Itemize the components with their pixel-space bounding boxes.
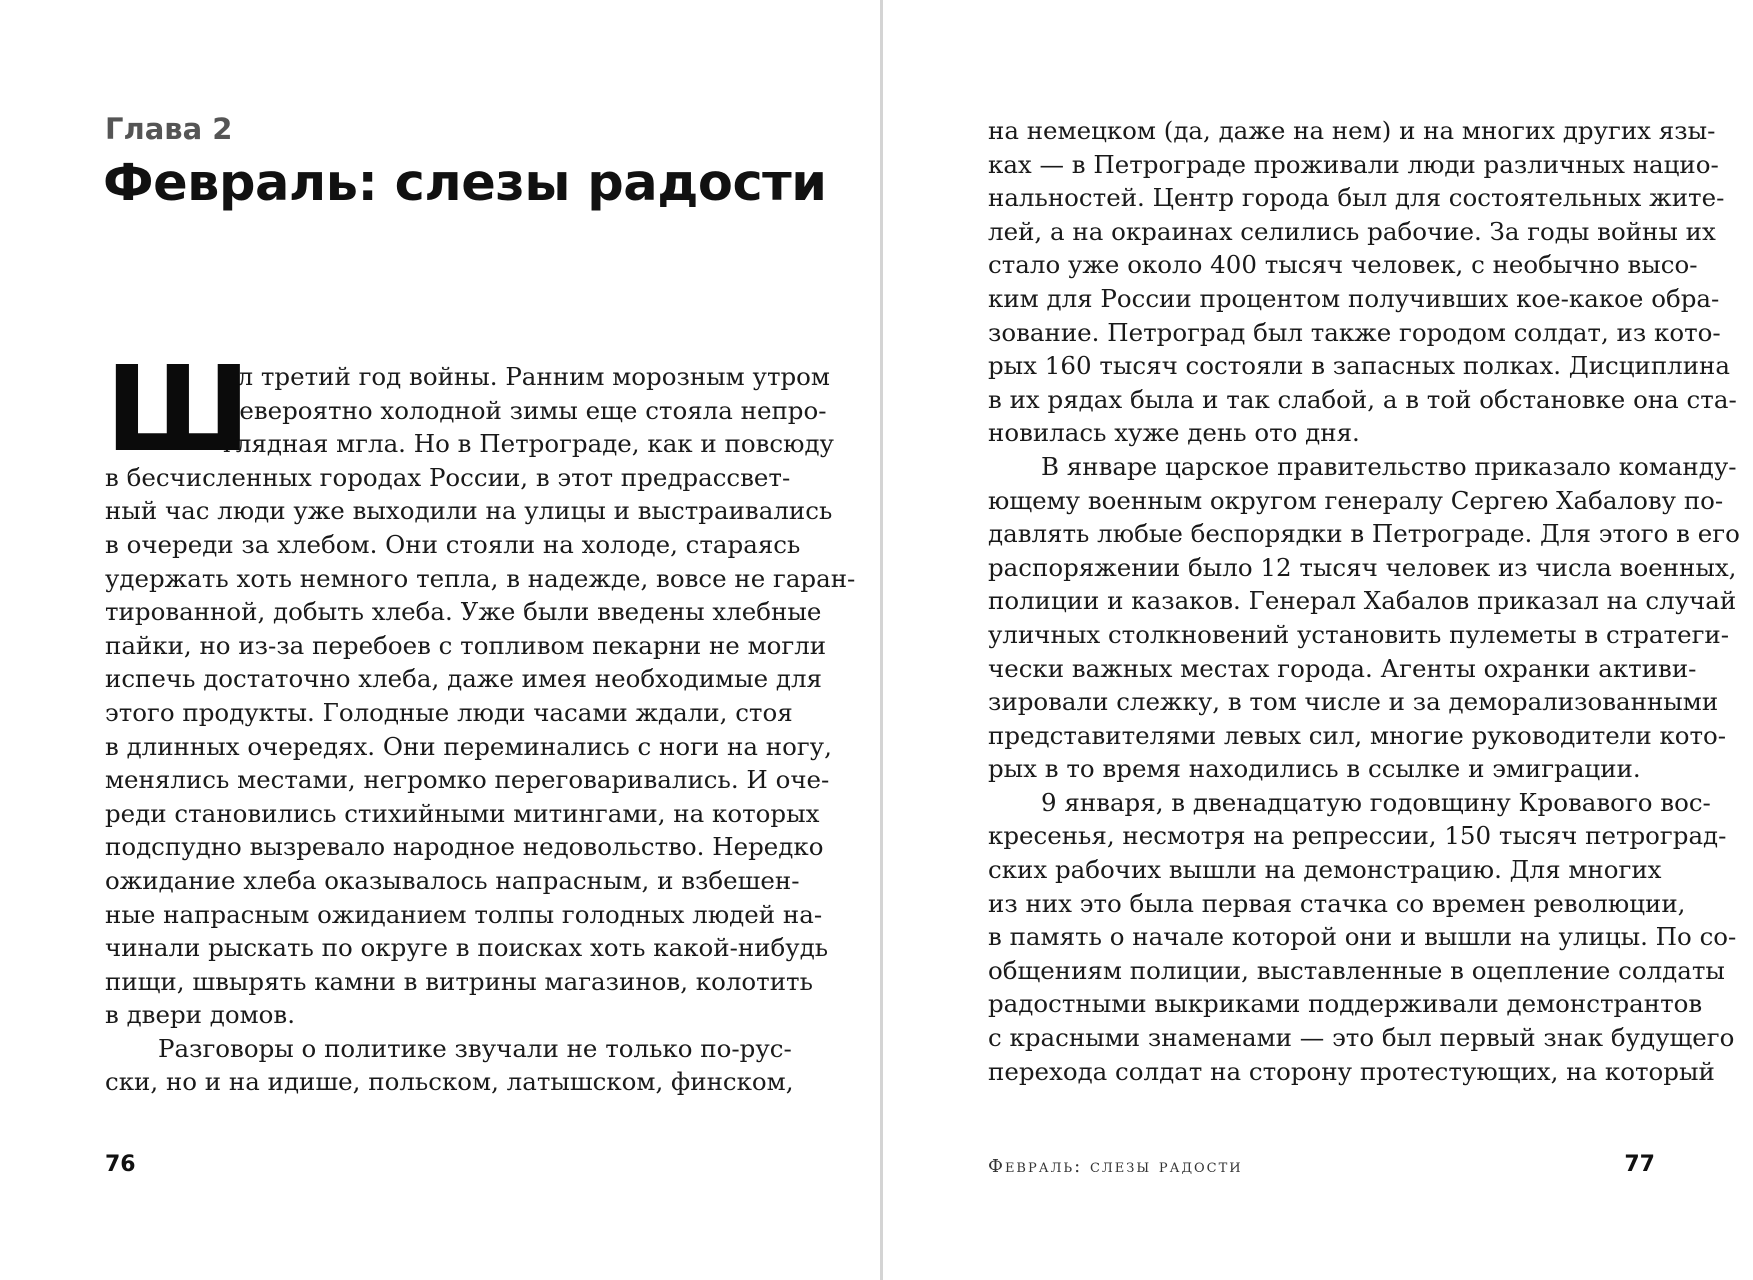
text-line: невероятно холодной зимы еще стояла непро-	[223, 395, 827, 425]
text-line: тированной, добыть хлеба. Уже были введены хлебные	[105, 597, 822, 627]
text-line: общениям полиции, выставленные в оцепление солдаты	[988, 955, 1725, 985]
text-line: новилась хуже день ото дня.	[988, 418, 1360, 448]
text-line: рых в то время находились в ссылке и эмиграции.	[988, 754, 1641, 784]
text-line: распоряжении было 12 тысяч человек из числа военных,	[988, 552, 1737, 582]
text-line: Разговоры о политике звучали не только по-рус-	[158, 1033, 792, 1063]
text-line: стало уже около 400 тысяч человек, с необычно высо-	[988, 250, 1698, 280]
text-line: В январе царское правительство приказало команду-	[1041, 451, 1737, 481]
text-line: чинали рыскать по округе в поисках хоть какой-нибудь	[105, 933, 829, 963]
body-text-left	[105, 340, 856, 1099]
text-line: ских рабочих вышли на демонстрацию. Для многих	[988, 855, 1662, 885]
text-line: зировали слежку, в том числе и за деморализованными	[988, 687, 1719, 717]
text-line: уличных столкновений установить пулеметы в стратеги-	[988, 619, 1730, 649]
text-line: радостными выкриками поддерживали демонстрантов	[988, 989, 1703, 1019]
text-line: зование. Петроград был также городом солдат, из кото-	[988, 317, 1721, 347]
text-line: ски, но и на идише, польском, латышском, финском,	[105, 1067, 794, 1097]
page-number-left: 76	[105, 1152, 136, 1177]
text-line: перехода солдат на сторону протестующих, на который	[988, 1056, 1715, 1086]
text-line: ные напрасным ожиданием толпы голодных людей на-	[105, 899, 823, 929]
text-line: рых 160 тысяч состояли в запасных полках. Дисциплина	[988, 351, 1730, 381]
text-line: в длинных очередях. Они переминались с ноги на ногу,	[105, 731, 832, 761]
text-line: полиции и казаков. Генерал Хабалов приказал на случай	[988, 586, 1737, 616]
running-head: Февраль: слезы радости	[988, 1156, 1243, 1177]
text-line: ющему военным округом генералу Сергею Хабалову по-	[988, 485, 1724, 515]
text-line: лей, а на окраинах селились рабочие. За годы войны их	[988, 216, 1716, 246]
chapter-title: Февраль: слезы радости	[103, 154, 827, 213]
text-line: на немецком (да, даже на нем) и на многих других язы-	[988, 116, 1716, 145]
text-line: глядная мгла. Но в Петрограде, как и повсюду	[223, 429, 834, 459]
text-line: в их рядах была и так слабой, а в той обстановке она ста-	[988, 384, 1737, 414]
text-line: ожидание хлеба оказывалось напрасным, и взбешен-	[105, 865, 800, 895]
text-line: ким для России процентом получивших кое-какое обра-	[988, 283, 1720, 313]
text-line: этого продукты. Голодные люди часами ждали, стоя	[105, 697, 793, 727]
text-line: 9 января, в двенадцатую годовщину Кровавого вос-	[1041, 787, 1711, 817]
text-line: с красными знаменами — это был первый знак будущего	[988, 1023, 1735, 1053]
text-line: пайки, но из-за перебоев с топливом пекарни не могли	[105, 630, 827, 660]
text-line: кресенья, несмотря на репрессии, 150 тысяч петроград-	[988, 821, 1727, 851]
drop-cap: Ш	[105, 340, 251, 478]
text-line: в бесчисленных городах России, в этот предрассвет-	[105, 462, 791, 492]
text-line: в память о начале которой они и вышли на улицы. По со-	[988, 922, 1737, 952]
text-line: удержать хоть немного тепла, в надежде, вовсе не гаран-	[105, 563, 856, 593]
body-text-right	[988, 114, 1740, 1088]
text-line: из них это была первая стачка со времен революции,	[988, 888, 1686, 918]
text-line: ках — в Петрограде проживали люди различных нацио-	[988, 149, 1719, 179]
text-line: представителями левых сил, многие руководители кото-	[988, 720, 1727, 750]
right-page	[883, 0, 1753, 1280]
text-line: испечь достаточно хлеба, даже имея необходимые для	[105, 664, 823, 694]
chapter-label: Глава 2	[105, 112, 233, 146]
text-line: подспудно вызревало народное недовольство. Нередко	[105, 832, 824, 862]
text-line: в очереди за хлебом. Они стояли на холоде, стараясь	[105, 529, 801, 559]
text-line: менялись местами, негромко переговаривались. И оче-	[105, 765, 830, 795]
text-line: пищи, швырять камни в витрины магазинов, колотить	[105, 966, 813, 996]
text-line: ел третий год войны. Ранним морозным утром	[223, 362, 830, 391]
text-line: ный час люди уже выходили на улицы и выстраивались	[105, 496, 833, 526]
text-line: чески важных местах города. Агенты охранки активи-	[988, 653, 1697, 683]
text-line: нальностей. Центр города был для состоятельных жите-	[988, 183, 1725, 213]
text-line: в двери домов.	[105, 1000, 295, 1030]
text-line: давлять любые беспорядки в Петрограде. Для этого в его	[988, 519, 1740, 549]
page-number-right: 77	[1624, 1152, 1655, 1177]
text-line: реди становились стихийными митингами, на которых	[105, 798, 820, 828]
